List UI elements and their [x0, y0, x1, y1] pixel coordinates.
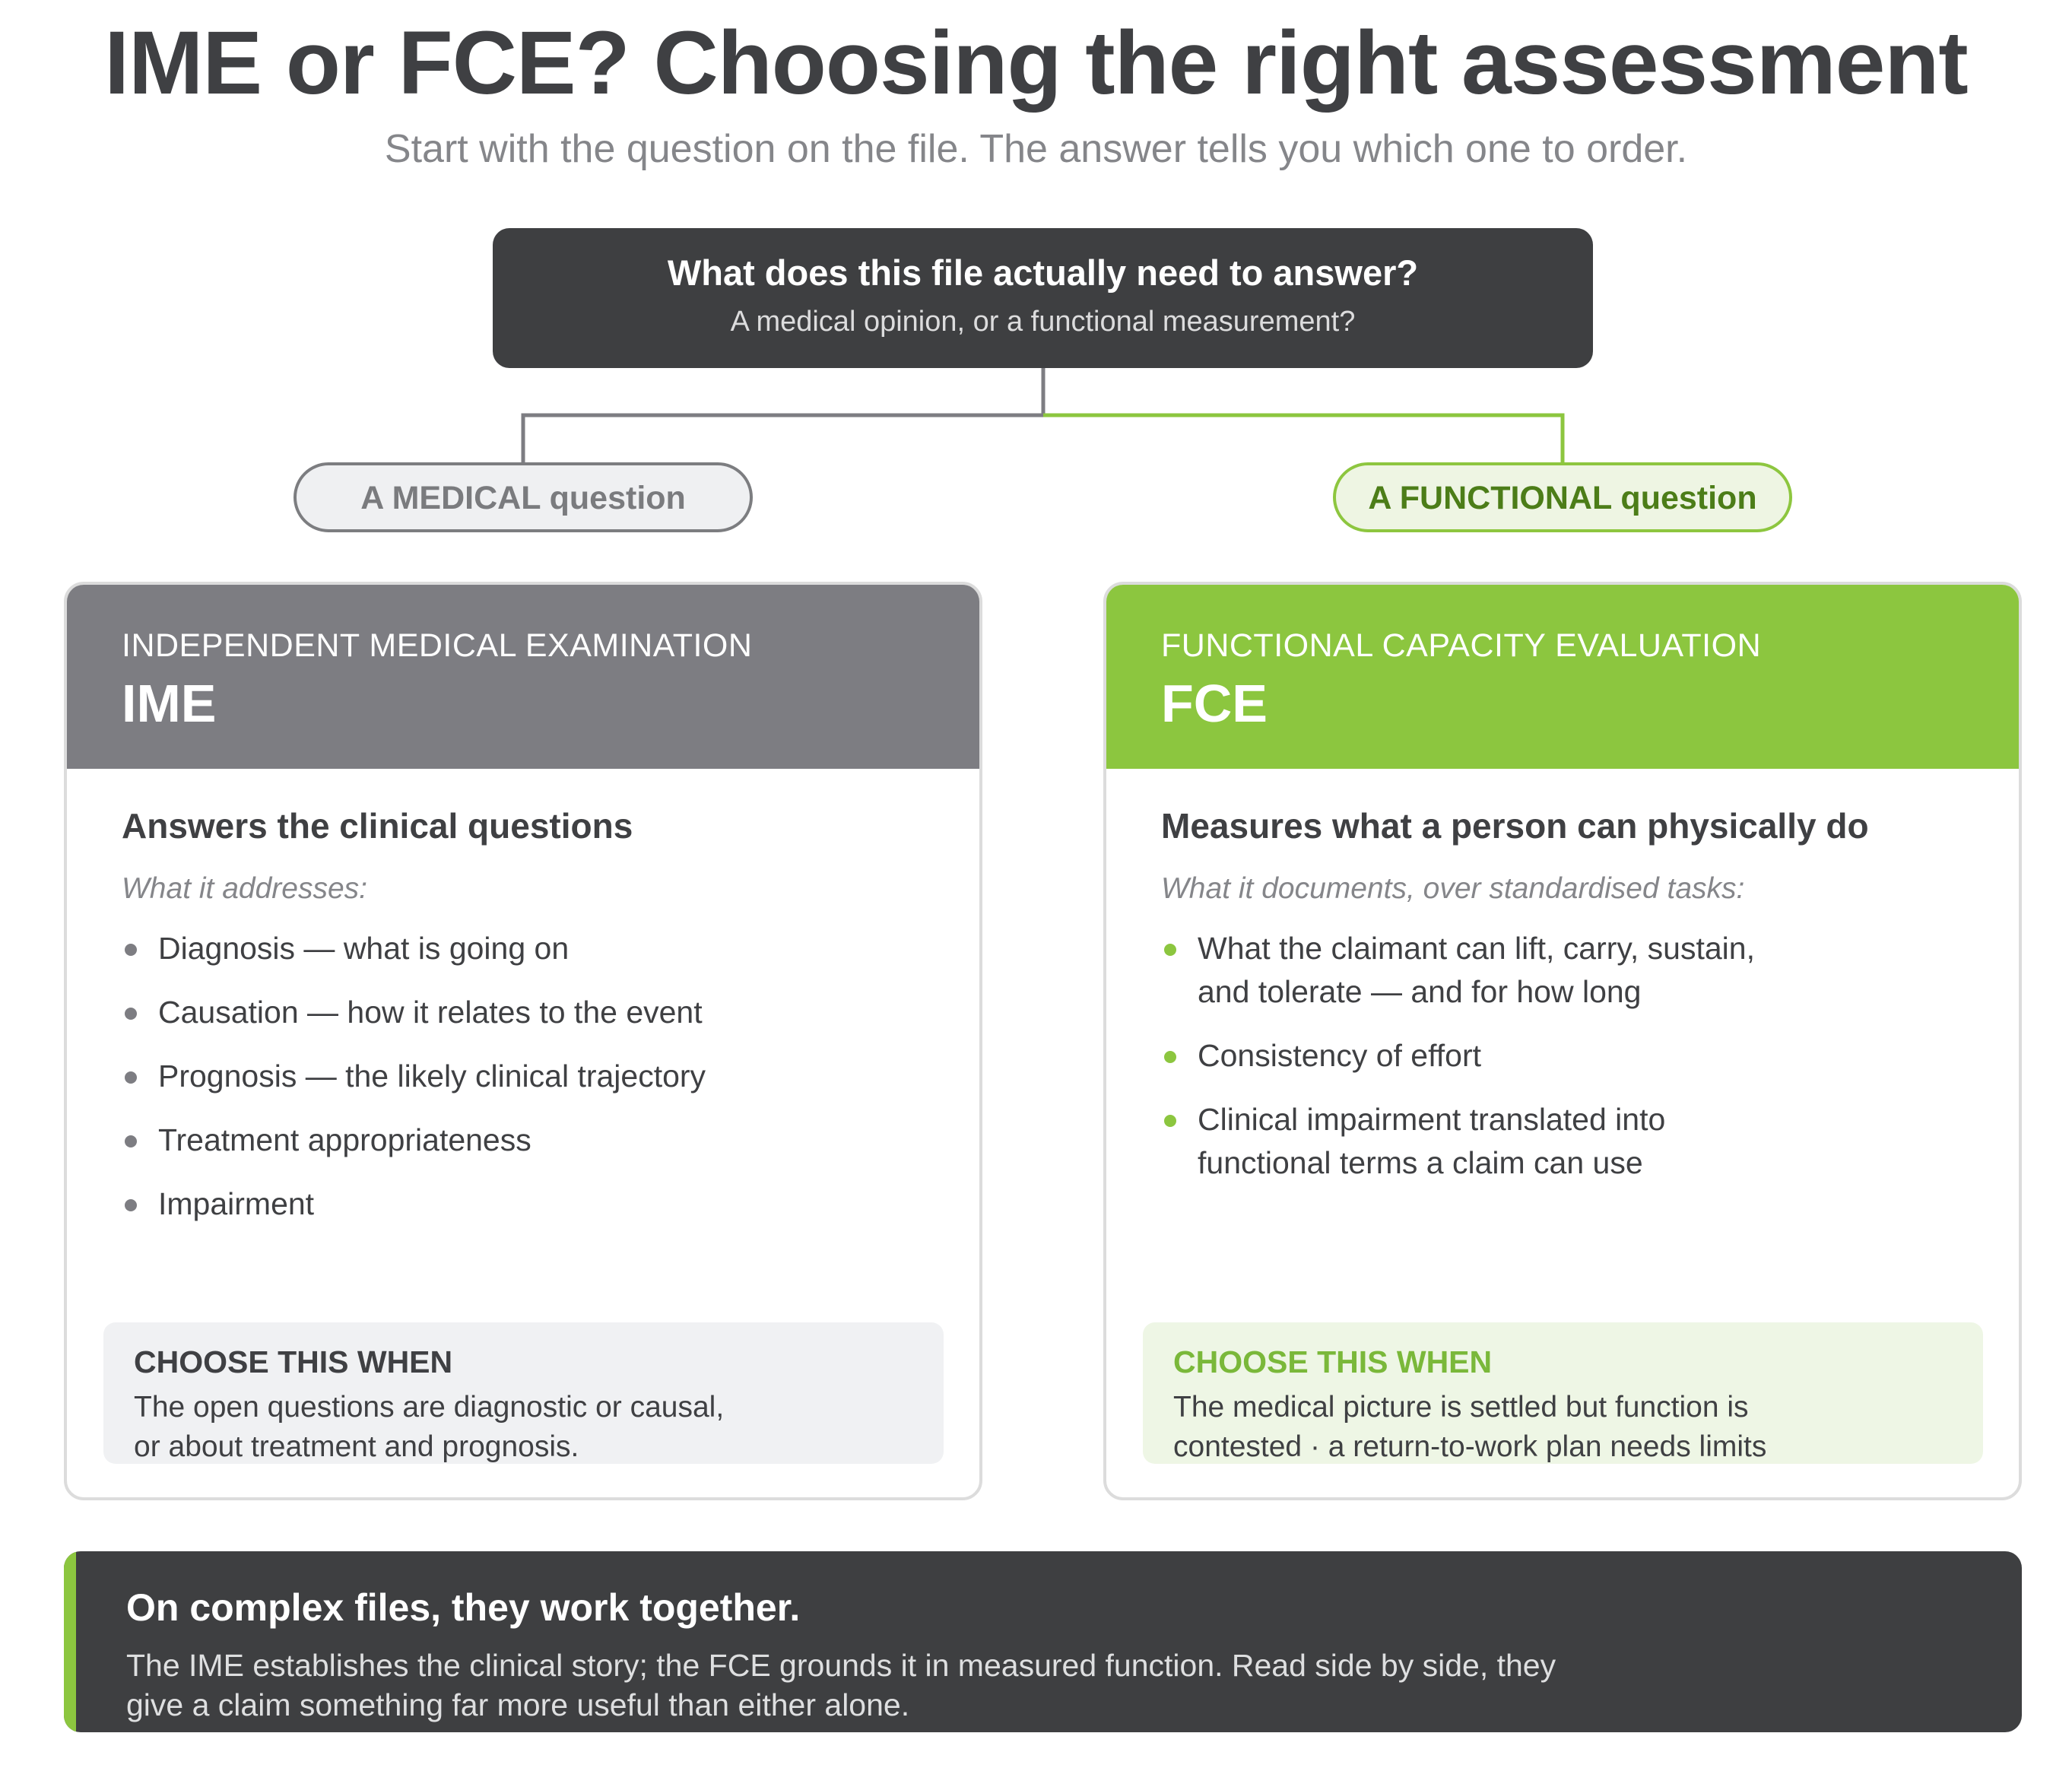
fce-card-heading: Measures what a person can physically do [1161, 806, 1869, 846]
fce-choose-text: The medical picture is settled but function is contested · a return-to-work plan needs limits [1173, 1391, 1767, 1463]
ime-card [64, 582, 982, 1500]
branch-functional-pill: A FUNCTIONAL question [1333, 462, 1792, 532]
bullet-dot [125, 1135, 137, 1147]
page-subtitle: Start with the question on the file. The answer tells you which one to order. [384, 127, 1688, 171]
ime-card-heading: Answers the clinical questions [122, 806, 633, 846]
root-question-subtitle: A medical opinion, or a functional measurement? [730, 306, 1356, 338]
ime-card-kicker: INDEPENDENT MEDICAL EXAMINATION [122, 627, 753, 664]
bullet-dot [1164, 1115, 1176, 1127]
fce-card-acronym: FCE [1161, 674, 1268, 733]
bullet-dot [125, 1071, 137, 1084]
list-item-text: Prognosis — the likely clinical trajectory [158, 1059, 706, 1093]
ime-bullet-list [122, 927, 979, 1226]
ime-card-header [67, 585, 979, 769]
list-item-text: Treatment appropriateness [158, 1122, 531, 1157]
fce-choose-label: CHOOSE THIS WHEN [1173, 1344, 1493, 1379]
fce-card-body [1106, 769, 2019, 1185]
connector-functional [1043, 415, 1563, 462]
list-item [1161, 1098, 2019, 1185]
bullet-dot [1164, 1051, 1176, 1063]
ime-choose-text: The open questions are diagnostic or causal, or about treatment and prognosis. [134, 1391, 725, 1463]
ime-card-body [67, 769, 979, 1226]
connector-medical [523, 368, 1043, 462]
ime-card-acronym: IME [122, 674, 217, 733]
footer-title: On complex files, they work together. [126, 1586, 801, 1629]
footer-text: The IME establishes the clinical story; the FCE grounds it in measured function. Read side by side, they give a claim something far more useful than either alone. [126, 1648, 1556, 1722]
ime-card-intro: What it addresses: [122, 872, 367, 905]
list-item [122, 991, 979, 1034]
list-item-text: Clinical impairment translated into functional terms a claim can use [1198, 1102, 1666, 1180]
footer-callout [64, 1551, 2022, 1732]
fce-choose-box [1143, 1322, 1983, 1464]
fce-bullet-list [1161, 927, 2019, 1185]
list-item [1161, 1034, 2019, 1078]
list-item-text: Consistency of effort [1198, 1038, 1481, 1073]
list-item-text: Causation — how it relates to the event [158, 995, 703, 1030]
root-question-title: What does this file actually need to answer? [667, 252, 1419, 293]
fce-card [1103, 582, 2022, 1500]
list-item-text: What the claimant can lift, carry, sustain, and tolerate — and for how long [1198, 931, 1755, 1009]
bullet-dot [125, 1199, 137, 1211]
ime-choose-box [103, 1322, 944, 1464]
list-item-text: Impairment [158, 1186, 315, 1221]
footer-accent-bar [64, 1551, 76, 1732]
list-item-text: Diagnosis — what is going on [158, 931, 570, 966]
list-item [1161, 927, 2019, 1014]
list-item [122, 1119, 979, 1162]
fce-card-intro: What it documents, over standardised tasks: [1161, 872, 1745, 905]
list-item [122, 1055, 979, 1098]
bullet-dot [125, 944, 137, 956]
bullet-dot [125, 1008, 137, 1020]
branch-medical-pill: A MEDICAL question [294, 462, 753, 532]
list-item [122, 927, 979, 970]
ime-choose-label: CHOOSE THIS WHEN [134, 1344, 453, 1379]
fce-card-kicker: FUNCTIONAL CAPACITY EVALUATION [1161, 627, 1762, 664]
bullet-dot [1164, 944, 1176, 956]
list-item [122, 1182, 979, 1226]
fce-card-header [1106, 585, 2019, 769]
page-title: IME or FCE? Choosing the right assessment [104, 13, 1968, 113]
